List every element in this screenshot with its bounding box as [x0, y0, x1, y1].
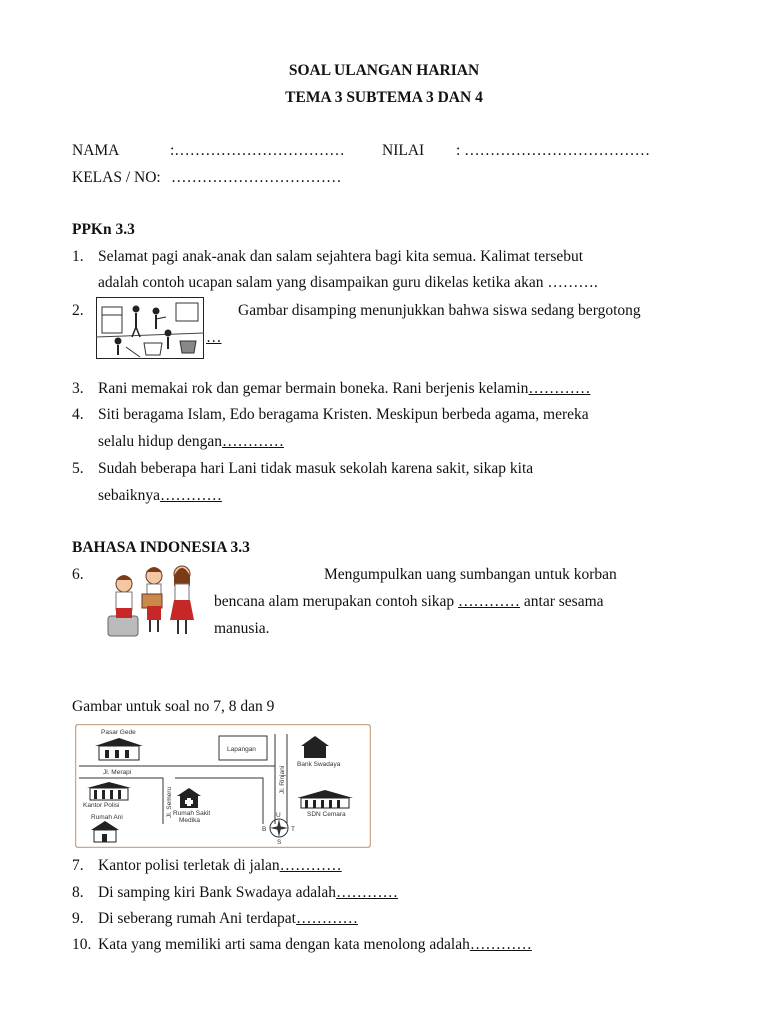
map-label-kantor-polisi: Kantor Polisi	[83, 802, 120, 809]
q3-number: 3.	[72, 380, 84, 397]
q10-number: 10.	[72, 936, 92, 953]
q8-answer-blank[interactable]: …………	[336, 884, 399, 901]
q6-number: 6.	[72, 566, 84, 583]
q5-answer-blank[interactable]: …………	[159, 487, 222, 504]
q4-answer-blank[interactable]: …………	[221, 433, 284, 450]
q4-number: 4.	[72, 406, 84, 423]
compass-icon	[270, 819, 288, 837]
q9-number: 9.	[72, 910, 84, 927]
q2-text-line1: Gambar disamping menunjukkan bahwa siswa sedang bergotong	[238, 302, 641, 319]
map-label-rumah-ani: Rumah Ani	[91, 814, 123, 821]
section-heading-ppkn: PPKn 3.3	[72, 221, 135, 238]
map-label-jl-semeru: Jl. Semeru	[166, 786, 173, 818]
map-label-medika: Medika	[179, 817, 200, 824]
q4-text-line2: selalu hidup dengan…………	[98, 433, 284, 450]
q9-text: Di seberang rumah Ani terdapat…………	[98, 910, 358, 927]
nilai-field[interactable]: : ………………………………	[456, 142, 651, 159]
map-caption: Gambar untuk soal no 7, 8 dan 9	[72, 698, 275, 715]
map-label-bank: Bank Swadaya	[297, 761, 341, 768]
q10-answer-blank[interactable]: …………	[469, 936, 532, 953]
q8-number: 8.	[72, 884, 84, 901]
q3-answer-blank[interactable]: …………	[528, 380, 591, 397]
q7-number: 7.	[72, 857, 84, 874]
q2-number: 2.	[72, 302, 84, 319]
map-label-compass-b: B	[262, 826, 267, 833]
children-donation-illustration	[104, 560, 204, 640]
q6-text-line3: manusia.	[214, 620, 270, 637]
neighborhood-map	[75, 724, 371, 848]
q1-number: 1.	[72, 248, 84, 265]
q5-text-line2: sebaiknya…………	[98, 487, 222, 504]
map-label-pasar: Pasar Gede	[101, 729, 136, 736]
kelas-field[interactable]: ……………………………	[171, 169, 342, 186]
map-label-sdn: SDN Cemara	[307, 811, 346, 818]
map-label-compass-s: S	[277, 839, 282, 846]
map-label-lapangan: Lapangan	[227, 746, 256, 753]
q2-text-line2: …	[206, 329, 222, 346]
document-title: SOAL ULANGAN HARIAN	[288, 62, 480, 79]
q1-text-line1: Selamat pagi anak-anak dan salam sejahtera bagi kita semua. Kalimat tersebut	[98, 248, 584, 265]
nilai-label: NILAI	[382, 142, 425, 159]
map-label-rumah-sakit: Rumah Sakit	[173, 810, 211, 817]
q6-answer-blank[interactable]: …………	[458, 593, 521, 610]
map-label-jl-rinjani: Jl. Rinjani	[279, 765, 286, 794]
map-label-compass-t: T	[291, 826, 295, 833]
q9-answer-blank[interactable]: …………	[296, 910, 358, 927]
nama-field[interactable]: :……………………………	[170, 142, 345, 159]
q6-text-line1: Mengumpulkan uang sumbangan untuk korban	[324, 566, 617, 583]
q5-number: 5.	[72, 460, 84, 477]
q1-text-line2: adalah contoh ucapan salam yang disampaikan guru dikelas ketika akan ……….	[98, 274, 598, 291]
map-label-jl-merapi: Jl. Merapi	[103, 769, 132, 776]
q8-text: Di samping kiri Bank Swadaya adalah…………	[98, 884, 399, 901]
q6-text-line2: bencana alam merupakan contoh sikap ………… antar sesama	[214, 593, 604, 610]
map-label-compass-u: U	[276, 812, 281, 819]
kelas-label: KELAS / NO:	[72, 169, 161, 186]
gotong-royong-illustration	[96, 297, 204, 359]
q10-text: Kata yang memiliki arti sama dengan kata menolong adalah…………	[98, 936, 532, 953]
q7-answer-blank[interactable]: …………	[279, 857, 342, 874]
q4-text-line1: Siti beragama Islam, Edo beragama Kristen. Meskipun berbeda agama, mereka	[98, 406, 589, 423]
section-heading-bahasa: BAHASA INDONESIA 3.3	[72, 539, 250, 556]
document-subtitle: TEMA 3 SUBTEMA 3 DAN 4	[285, 89, 483, 106]
q5-text-line1: Sudah beberapa hari Lani tidak masuk sekolah karena sakit, sikap kita	[98, 460, 534, 477]
nama-label: NAMA	[72, 142, 120, 159]
q3-text: Rani memakai rok dan gemar bermain boneka. Rani berjenis kelamin…………	[98, 380, 591, 397]
q7-text: Kantor polisi terletak di jalan…………	[98, 857, 342, 874]
